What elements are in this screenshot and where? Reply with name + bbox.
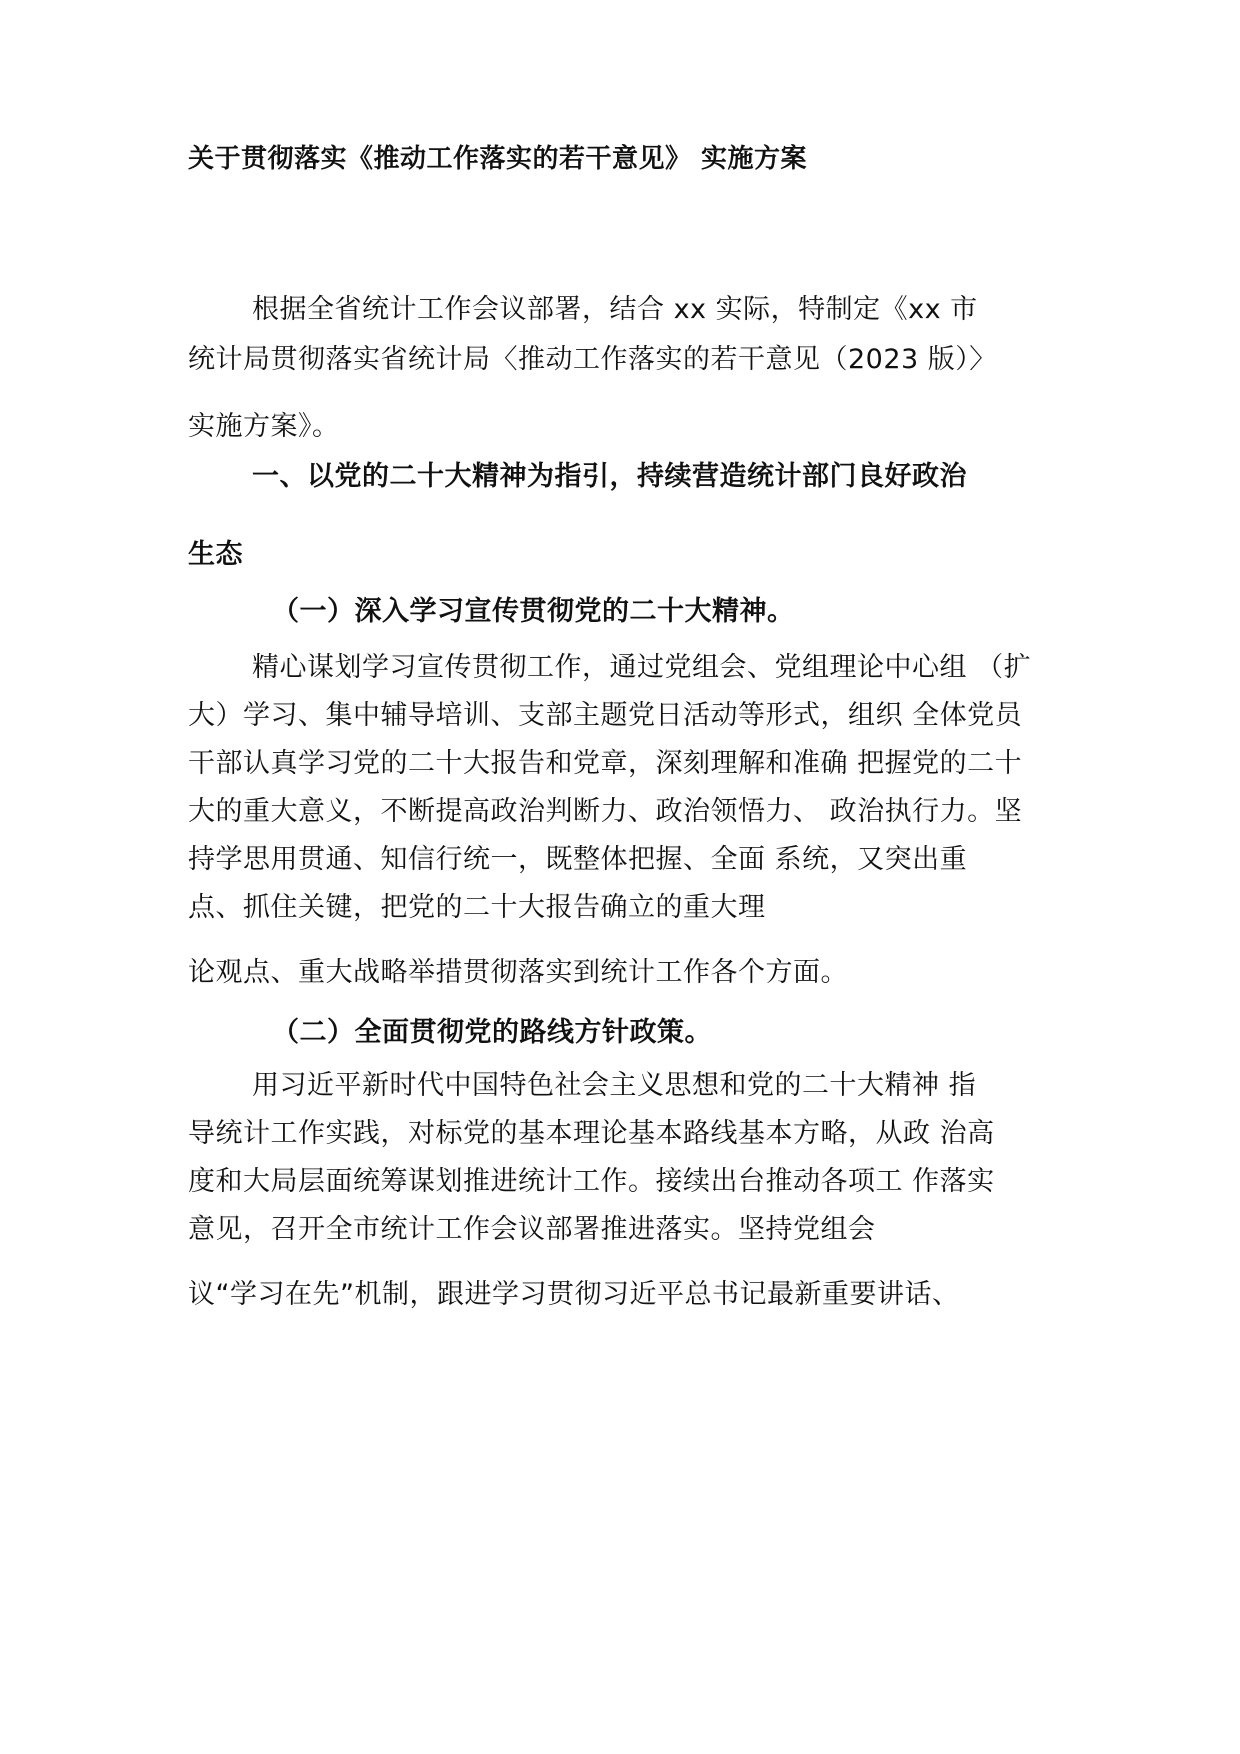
subsection2-line-1: 用习近平新时代中国特色社会主义思想和党的二十大精神 指 <box>252 1070 977 1101</box>
subsection1-line-3: 干部认真学习党的二十大报告和党章，深刻理解和准确 把握党的二十 <box>188 748 1023 779</box>
subsection2-heading: （二）全面贯彻党的路线方针政策。 <box>272 1017 712 1048</box>
subsection1-line-4: 大的重大意义，不断提高政治判断力、政治领悟力、 政治执行力。坚 <box>188 796 1023 827</box>
subsection1-line-1: 精心谋划学习宣传贯彻工作，通过党组会、党组理论中心组 （扩 <box>252 652 1032 683</box>
subsection1-line-6: 点、抓住关键，把党的二十大报告确立的重大理 <box>188 892 766 923</box>
subsection1-line-2: 大）学习、集中辅导培训、支部主题党日活动等形式，组织 全体党员 <box>188 700 1023 731</box>
subsection1-line-5: 持学思用贯通、知信行统一，既整体把握、全面 系统，又突出重 <box>188 844 968 875</box>
intro-line-2: 统计局贯彻落实省统计局〈推动工作落实的若干意见（2023 版）〉 <box>188 344 997 375</box>
subsection2-line-5: 议“学习在先”机制，跟进学习贯彻习近平总书记最新重要讲话、 <box>188 1279 960 1310</box>
document-title: 关于贯彻落实《推动工作落实的若干意见》 实施方案 <box>188 144 808 174</box>
subsection2-line-4: 意见，召开全市统计工作会议部署推进落实。坚持党组会 <box>188 1214 876 1245</box>
section1-heading-line-1: 一、以党的二十大精神为指引，持续营造统计部门良好政治 <box>252 461 967 492</box>
subsection1-line-7: 论观点、重大战略举措贯彻落实到统计工作各个方面。 <box>188 957 848 988</box>
intro-line-1: 根据全省统计工作会议部署，结合 xx 实际，特制定《xx 市 <box>252 294 978 325</box>
subsection2-line-3: 度和大局层面统筹谋划推进统计工作。接续出台推动各项工 作落实 <box>188 1166 995 1197</box>
subsection2-line-2: 导统计工作实践，对标党的基本理论基本路线基本方略，从政 治高 <box>188 1118 995 1149</box>
section1-heading-line-2: 生态 <box>188 539 243 570</box>
subsection1-heading: （一）深入学习宣传贯彻党的二十大精神。 <box>272 596 795 627</box>
intro-line-3: 实施方案》。 <box>188 411 340 442</box>
